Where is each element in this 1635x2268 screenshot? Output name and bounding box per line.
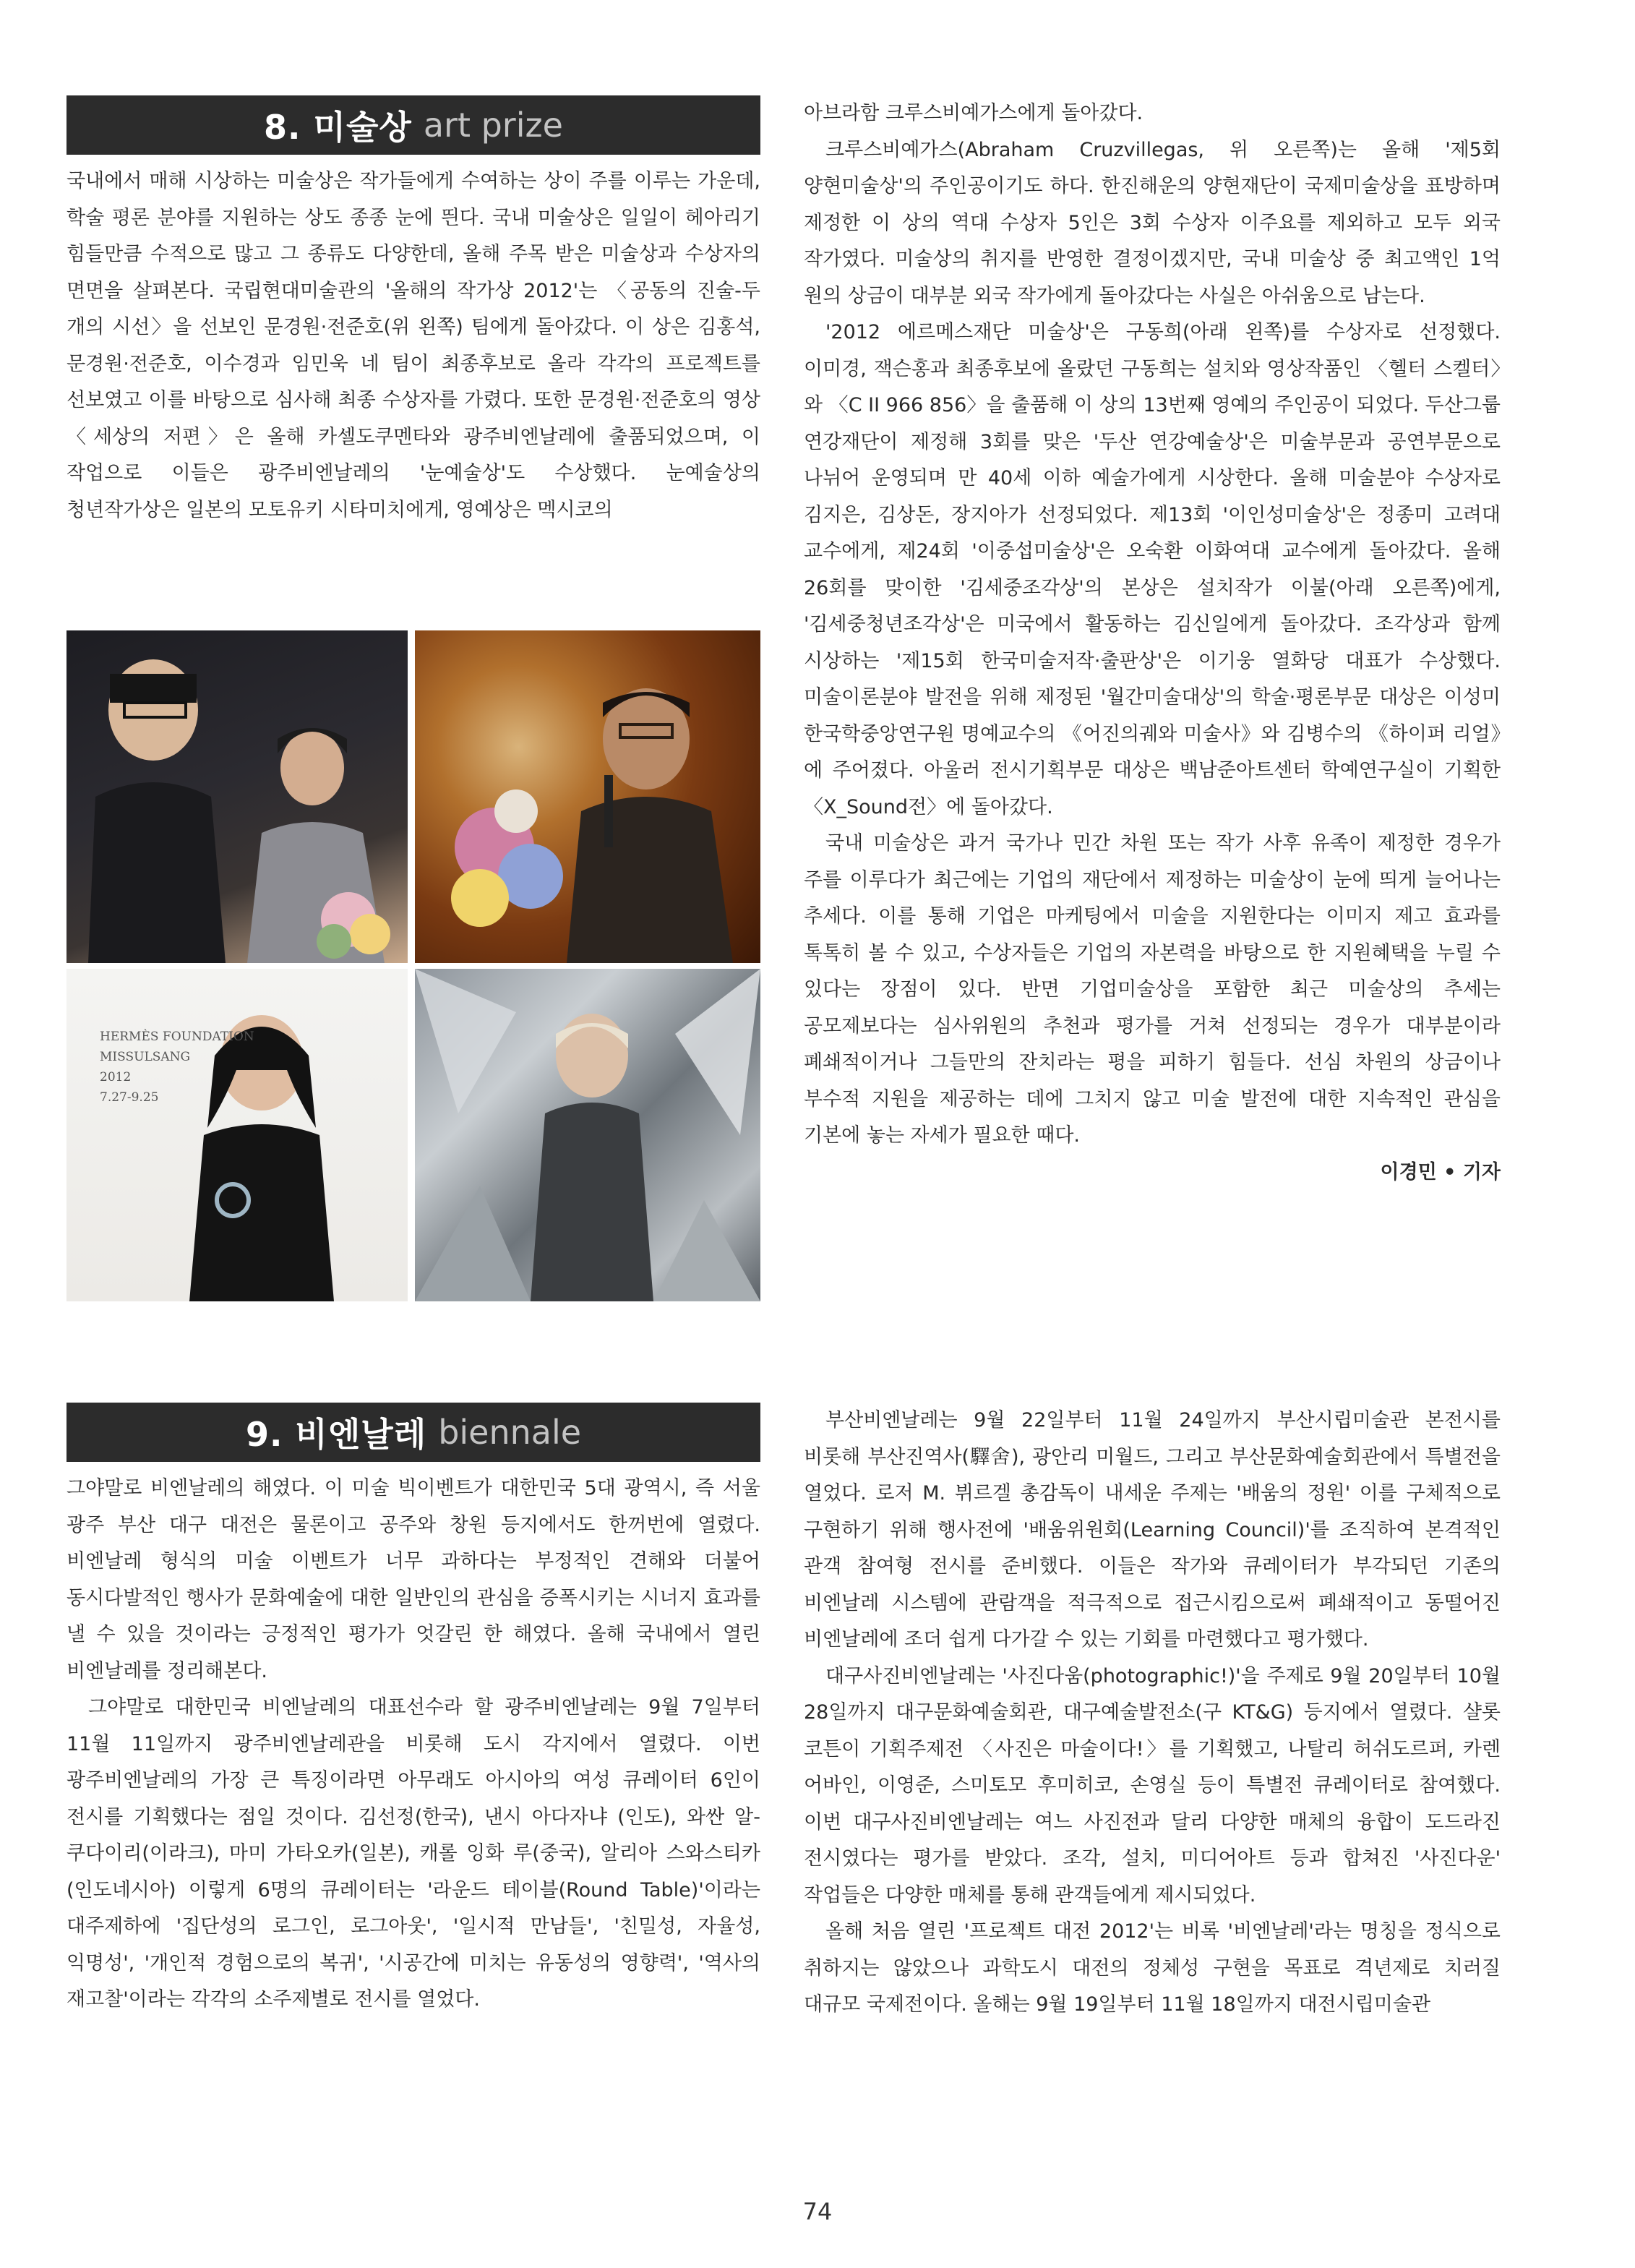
biennale-paragraph-2: 그야말로 대한민국 비엔날레의 대표선수라 할 광주비엔날레는 9월 7일부터 11월 11일까지 광주비엔날레관을 비롯해 도시 각지에서 열렸다. 이번 광주비엔날레의 가장 큰 특징이라면 아무래도 아시아의 여성 큐레이터 6인이 전시를 기획했다는 점일 것이다. 김선정(한국), 낸시 아다자냐 (인도), 와싼 알-쿠다이리(이라크), 마미 가타오카(일본), 캐롤 잉화 루(중국), 알리아 스와스티카(인도네시아) 이렇게 6명의 큐레이터는 '라운드 테이블(Round Table)'이라는 대주제하에 '집단성의 로그인, 로그아웃', '일시적 만남들', '친밀성, 자율성, 익명성', '개인적 경험으로의 복귀', '시공간에 미치는 유동성의 영향력', '역사의 재고찰'이라는 각각의 소주제별로 전시를 열었다. [66, 1696, 760, 2011]
art-prize-paragraph-5: 국내 미술상은 과거 국가나 민간 차원 또는 작가 사후 유족이 제정한 경우가 주를 이루다가 최근에는 기업의 재단에서 제정하는 미술상이 눈에 띄게 늘어나는 추세다. 이를 통해 기업은 마케팅에서 미술을 지원한다는 이미지 제고 효과를 톡톡히 볼 수 있고, 수상자들은 기업의 자본력을 바탕으로 한 지원혜택을 누릴 수 있다는 장점이 있다. 반면 기업미술상을 포함한 최근 미술상의 추세는 공모제보다는 심사위원의 추천과 평가를 거쳐 선정되는 경우가 대부분이라 폐쇄적이거나 그들만의 잔치라는 평을 피하기 힘들다. 선심 차원의 상금이나 부수적 지원을 제공하는 데에 그치지 않고 미술 발전에 대한 지속적인 관심을 기본에 놓는 자세가 필요한 때다. [804, 832, 1501, 1147]
art-prize-right-column [804, 95, 1501, 1191]
biennale-paragraph-3: 부산비엔날레는 9월 22일부터 11월 24일까지 부산시립미술관 본전시를 비롯해 부산진역사(驛舍), 광안리 미월드, 그리고 부산문화예술회관에서 특별전을 열었다. 로저 M. 뷔르겔 총감독이 내세운 주제는 '배움의 정원' 이를 구체적으로 구현하기 위해 행사전에 '배움위원회(Learning Council)'를 조직하여 본격적인 관객 참여형 전시를 준비했다. 이들은 작가와 큐레이터가 부각되던 기존의 비엔날레 시스템에 관람객을 적극적으로 접근시킴으로써 폐쇄적이고 동떨어진 비엔날레에 조더 쉽게 다가갈 수 있는 기회를 마련했다고 평가했다. [804, 1409, 1501, 1651]
art-prize-paragraph-4: '2012 에르메스재단 미술상'은 구동희(아래 왼쪽)를 수상자로 선정했다. 이미경, 잭슨홍과 최종후보에 올랐던 구동희는 설치와 영상작품인 〈헬터 스켈터〉와 〈C II 966 856〉을 출품해 이 상의 13번째 영예의 주인공이 되었다. 두산그룹 연강재단이 제정해 3회를 맞은 '두산 연강예술상'은 미술부문과 공연부문으로 나뉘어 운영되며 만 40세 이하 예술가에게 시상한다. 올해 미술분야 수상자로 김지은, 김상돈, 장지아가 선정되었다. 제13회 '이인성미술상'은 정종미 고려대 교수에게, 제24회 '이중섭미술상'은 오숙환 이화여대 교수에게 돌아갔다. 올해 26회를 맞이한 '김세중조각상'의 본상은 설치작가 이불(아래 오른쪽)에게, '김세중청년조각상'은 미국에서 활동하는 김신일에게 돌아갔다. 조각상과 함께 시상하는 '제15회 한국미술저작·출판상'은 이기웅 열화당 대표가 수상했다. 미술이론분야 발전을 위해 제정된 '월간미술대상'의 학술·평론부문 대상은 이성미 한국학중앙연구원 명예교수의 《어진의궤와 미술사》와 김병수의 《하이퍼 리얼》에 주어졌다. 아울러 전시기획부문 대상은 백남준아트센터 학예연구실이 기획한 〈X_Sound전〉에 돌아갔다. [804, 321, 1501, 818]
art-prize-title: 8. 미술상 [264, 108, 412, 147]
sign-line-3: 2012 [100, 1070, 132, 1084]
art-prize-english-title: art prize [423, 106, 563, 145]
art-prize-paragraph-3: 크루스비예가스(Abraham Cruzvillegas, 위 오른쪽)는 올해 '제5회 양현미술상'의 주인공이기도 하다. 한진해운의 양현재단이 국제미술상을 표방하며 제정한 이 상의 역대 수상자 5인은 3회 수상자 이주요를 제외하고 모두 외국 작가였다. 미술상의 취지를 반영한 결정이겠지만, 국내 미술상 중 최고액인 1억 원의 상금이 대부분 외국 작가에게 돌아갔다는 사실은 아쉬움으로 남는다. [804, 138, 1501, 307]
page-number: 74 [802, 2198, 833, 2225]
biennale-paragraph-1: 그야말로 비엔날레의 해였다. 이 미술 빅이벤트가 대한민국 5대 광역시, 즉 서울 광주 부산 대구 대전은 물론이고 공주와 창원 등지에서도 한꺼번에 열렸다. 비엔날레 형식의 미술 이벤트가 너무 과하다는 부정적인 견해와 더불어 동시다발적인 행사가 문화예술에 대한 일반인의 관심을 증폭시키는 시너지 효과를 낼 수 있을 것이라는 긍정적인 평가가 엇갈린 한 해였다. 올해 국내에서 열린 비엔날레를 정리해본다. [66, 1477, 760, 1682]
biennale-header [66, 1403, 760, 1462]
photo-moon-jeon-winners [66, 630, 408, 963]
photo-cruzvillegas [415, 630, 760, 963]
biennale-title: 9. 비엔날레 [245, 1415, 427, 1454]
sign-line-4: 7.27-9.25 [100, 1090, 159, 1105]
photo-cruzvillegas-illustration [415, 630, 760, 963]
photo-moon-jeon-illustration [66, 630, 408, 963]
sign-line-2: MISSULSANG [100, 1050, 191, 1064]
biennale-right-column [804, 1403, 1501, 2024]
hermes-foundation-sign [100, 1027, 254, 1108]
art-prize-header [66, 95, 760, 155]
art-prize-photo-grid [66, 630, 760, 1301]
art-prize-paragraph-2: 아브라함 크루스비예가스에게 돌아갔다. [804, 102, 1143, 124]
sign-line-1: HERMÈS FOUNDATION [100, 1030, 254, 1044]
biennale-english-title: biennale [438, 1413, 582, 1452]
author-byline: 이경민 • 기자 [1380, 1160, 1501, 1184]
biennale-left-column [66, 1403, 760, 2019]
photo-lee-bul-illustration [415, 969, 760, 1301]
photo-lee-bul [415, 969, 760, 1301]
art-prize-left-column [66, 95, 760, 529]
biennale-paragraph-5: 올해 처음 열린 '프로젝트 대전 2012'는 비록 '비엔날레'라는 명칭을 정식으로 취하지는 않았으나 과학도시 대전의 정체성 구현을 목표로 격년제로 치러질 대규모 국제전이다. 올해는 9월 19일부터 11월 18일까지 대전시립미술관 [804, 1920, 1501, 2016]
biennale-paragraph-4: 대구사진비엔날레는 '사진다움(photographic!)'을 주제로 9월 20일부터 10월 28일까지 대구문화예술회관, 대구예술발전소(구 KT&G) 등지에서 열렸다. 샬롯 코튼이 기획주제전 〈사진은 마술이다!〉를 기획했고, 나탈리 허쉬도르퍼, 카렌 어바인, 이영준, 스미토모 후미히코, 손영실 등이 특별전 큐레이터로 참여했다. 이번 대구사진비엔날레는 여느 사진전과 달리 다양한 매체의 융합이 도드라진 전시였다는 평가를 받았다. 조각, 설치, 미디어아트 등과 합쳐진 '사진다운' 작업들은 다양한 매체를 통해 관객들에게 제시되었다. [804, 1664, 1501, 1907]
photo-koo-donghee [66, 969, 408, 1301]
art-prize-paragraph-1: 국내에서 매해 시상하는 미술상은 작가들에게 수여하는 상이 주를 이루는 가운데, 학술 평론 분야를 지원하는 상도 종종 눈에 띈다. 국내 미술상은 일일이 헤아리기 힘들만큼 수적으로 많고 그 종류도 다양한데, 올해 주목 받은 미술상과 수상자의 면면을 살펴본다. 국립현대미술관의 '올해의 작가상 2012'는 〈공동의 진술-두 개의 시선〉을 선보인 문경원·전준호(위 왼쪽) 팀에게 돌아갔다. 이 상은 김홍석, 문경원·전준호, 이수경과 임민욱 네 팀이 최종후보로 올라 각각의 프로젝트를 선보였고 이를 바탕으로 심사해 최종 수상자를 가렸다. 또한 문경원·전준호의 영상 〈세상의 저편〉은 올해 카셀도쿠멘타와 광주비엔날레에 출품되었으며, 이 작업으로 이들은 광주비엔날레의 '눈예술상'도 수상했다. 눈예술상의 청년작가상은 일본의 모토유키 시타미치에게, 영예상은 멕시코의 [66, 170, 760, 521]
photo-koo-donghee-illustration [66, 969, 408, 1301]
